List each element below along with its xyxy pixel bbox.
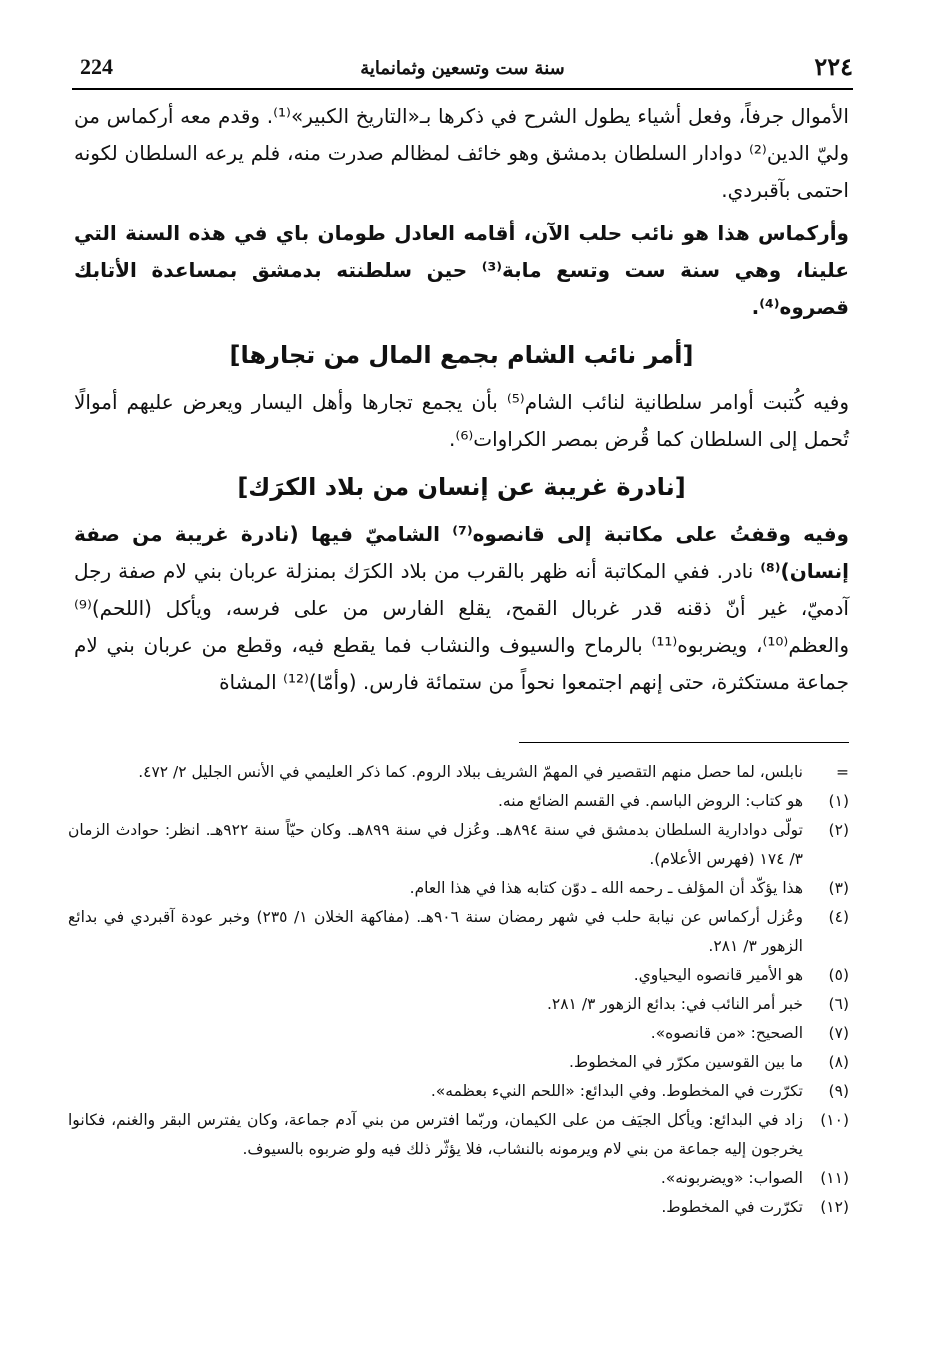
footnote-text: هو كتاب: الروض الباسم. في القسم الضائع منه. bbox=[497, 792, 803, 810]
footnote bbox=[68, 961, 849, 990]
footnote-rule bbox=[519, 742, 849, 743]
footnote-text: هذا يؤكّد أن المؤلف ـ رحمه الله ـ دوّن كتابه هذا في هذا العام. bbox=[409, 879, 803, 897]
footnote-text: وعُزل أركماس عن نيابة حلب في شهر رمضان سنة ٩٠٦هـ. (مفاكهة الخلان ١/ ٢٣٥) وخبر عودة آقبردي في بدائع الزهور ٣/ ٢٨١. bbox=[68, 908, 803, 955]
footnote bbox=[68, 903, 849, 961]
footnote-mark: (٢) bbox=[828, 821, 849, 839]
footnote-mark: (١) bbox=[828, 792, 849, 810]
section-heading-1: [أمر نائب الشام بجمع المال من تجارها] bbox=[229, 341, 694, 369]
footnote-text: الصواب: «ويضربونه». bbox=[660, 1169, 803, 1187]
footnote-text: الصحيح: «من قانصوه». bbox=[650, 1024, 803, 1042]
footnote bbox=[68, 1193, 849, 1222]
footnote-mark: (٤) bbox=[828, 908, 849, 926]
footnote bbox=[68, 816, 849, 874]
footnote bbox=[68, 1077, 849, 1106]
footnote-mark: (١٠) bbox=[820, 1111, 849, 1129]
footnote-mark: (٣) bbox=[828, 879, 849, 897]
footnote-mark: (٩) bbox=[828, 1082, 849, 1100]
footnote-mark: (٦) bbox=[828, 995, 849, 1013]
footnote-mark: (٥) bbox=[828, 966, 849, 984]
footnote bbox=[68, 787, 849, 816]
footnote bbox=[68, 1106, 849, 1164]
main-text bbox=[74, 98, 849, 707]
footnote-mark: = bbox=[836, 763, 849, 781]
footnote-mark: (١٢) bbox=[820, 1198, 849, 1216]
header-rule bbox=[72, 88, 853, 90]
footnote-text: تولّى دوادارية السلطان بدمشق في سنة ٨٩٤هـ. وعُزل في سنة ٨٩٩هـ. وكان حيّاً سنة ٩٢٢هـ. انظر: حوادث الزمان ٣/ ١٧٤ (فهرس الأعلام). bbox=[68, 821, 803, 868]
footnote bbox=[68, 1048, 849, 1077]
footnote-mark: (٨) bbox=[828, 1053, 849, 1071]
paragraph-4 bbox=[74, 516, 849, 701]
footnote bbox=[68, 1164, 849, 1193]
footnote-mark: (١١) bbox=[820, 1169, 849, 1187]
footnote-text: ما بين القوسين مكرّر في المخطوط. bbox=[569, 1053, 803, 1071]
footnotes bbox=[68, 758, 849, 1222]
footnote bbox=[68, 874, 849, 903]
footnote-text: زاد في البدائع: ويأكل الجيَف من على الكيمان، وربّما افترس من بني آدم جماعة، وكان يفترس البقر والغنم، فكانوا يخرجون إليه جماعة من بني لام ويرمونه بالنشاب، فلا يؤثّر ذلك فيه ولو ضربوه بالسيوف. bbox=[68, 1111, 803, 1158]
paragraph-4-lead: وفيه وقفتُ على مكاتبة إلى قانصوه⁽⁷⁾ الشاميّ فيها (نادرة غريبة من صفة إنسان)⁽⁸⁾ bbox=[74, 522, 849, 583]
footnote-mark: (٧) bbox=[828, 1024, 849, 1042]
running-title: سنة ست وتسعين وثمانماية bbox=[360, 58, 565, 79]
footnote-text: تكرّرت في المخطوط. وفي البدائع: «اللحم النيء بعظمه». bbox=[430, 1082, 803, 1100]
footnote-text: هو الأمير قانصوه اليحياوي. bbox=[633, 966, 803, 984]
page-number-latin: 224 bbox=[80, 54, 113, 79]
page-header bbox=[72, 50, 853, 90]
page-number-arabic: ٢٢٤ bbox=[814, 52, 853, 81]
footnote bbox=[68, 758, 849, 787]
footnote bbox=[68, 990, 849, 1019]
footnote-text: نابلس، لما حصل منهم التقصير في المهمّ الشريف ببلاد الروم. كما ذكر العليمي في الأنس الجليل ٢/ ٤٧٢. bbox=[138, 763, 803, 781]
footnote-text: تكرّرت في المخطوط. bbox=[661, 1198, 803, 1216]
paragraph-4-rest: نادر. ففي المكاتبة أنه ظهر بالقرب من بلاد الكرَك بمنزلة عربان بني لام صفة رجل آدميّ، غير أنّ ذقنه قدر غربال القمح، يقلع الفارس من على فرسه، ويأكل (اللحم)⁽⁹⁾ والعظم⁽¹⁰⁾، ويضربوه⁽¹¹⁾ بالرماح والسيوف والنشاب فما يقطع فيه، وقطع من عربان بني لام جماعة مستكثرة، حتى إنهم اجتمعوا نحواً من ستمائة فارس. (وأمّا)⁽¹²⁾ المشاة bbox=[74, 559, 850, 694]
paragraph-1: الأموال جرفاً، وفعل أشياء يطول الشرح في ذكرها بـ«التاريخ الكبير»⁽¹⁾. وقدم معه أركماس من وليّ الدين⁽²⁾ دوادار السلطان بدمشق وهو خائف لمظالم صدرت منه، فلم يرعه السلطان لكونه احتمى بآقبردي. bbox=[74, 104, 849, 202]
paragraph-2: وأركماس هذا هو نائب حلب الآن، أقامه العادل طومان باي في هذه السنة التي علينا، وهي سنة ست وتسع مابة⁽³⁾ حين سلطنته بدمشق بمساعدة الأتابك قصروه⁽⁴⁾. bbox=[74, 221, 849, 319]
footnote bbox=[68, 1019, 849, 1048]
section-heading-2: [نادرة غريبة عن إنسان من بلاد الكرَك] bbox=[237, 473, 686, 501]
footnote-text: خبر أمر النائب في: بدائع الزهور ٣/ ٢٨١. bbox=[546, 995, 803, 1013]
paragraph-3: وفيه كُتبت أوامر سلطانية لنائب الشام⁽⁵⁾ بأن يجمع تجارها وأهل اليسار ويعرض عليهم أموالًا تُحمل إلى السلطان كما قُرض بمصر الكراوات⁽⁶⁾. bbox=[74, 390, 849, 451]
